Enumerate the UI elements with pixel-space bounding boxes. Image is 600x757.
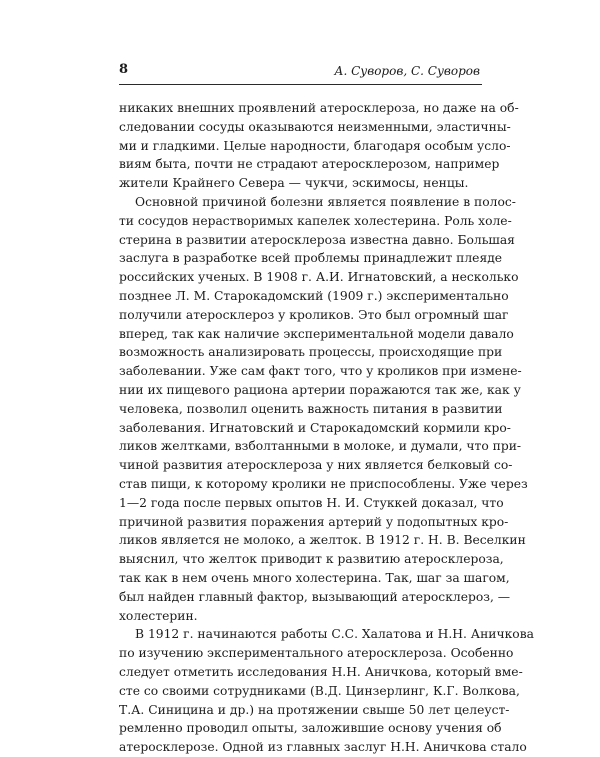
body-text bbox=[119, 99, 534, 757]
text-line: нии их пищевого рациона артерии поражаются так же, как у bbox=[119, 382, 521, 397]
text-line: так как в нем очень много холестерина. Так, шаг за шагом, bbox=[119, 570, 510, 585]
text-line: выяснил, что желток приводит к развитию атеросклероза, bbox=[119, 552, 504, 567]
text-line: сте со своими сотрудниками (В.Д. Цинзерлинг, К.Г. Волкова, bbox=[119, 683, 520, 698]
text-line: ликов желтками, взболтанными в молоке, и думали, что при- bbox=[119, 439, 522, 454]
text-line: человека, позволил оценить важность питания в развитии bbox=[119, 401, 503, 416]
paragraph bbox=[119, 625, 534, 757]
text-line: получили атеросклероз у кроликов. Это был огромный шаг bbox=[119, 307, 509, 322]
text-line: холестерин. bbox=[119, 608, 198, 623]
page-header bbox=[119, 60, 482, 85]
paragraph bbox=[119, 99, 519, 193]
text-line: ми и гладкими. Целые народности, благодаря особым усло- bbox=[119, 138, 511, 153]
text-line: атеросклерозе. Одной из главных заслуг Н.Н. Аничкова стало bbox=[119, 740, 527, 755]
text-line: заслуга в разработке всей проблемы принадлежит плеяде bbox=[119, 251, 503, 266]
text-line: ликов является не молоко, а желток. В 1912 г. Н. В. Веселкин bbox=[119, 533, 526, 548]
page-number: 8 bbox=[119, 62, 129, 77]
text-line: заболевания. Игнатовский и Старокадомский кормили кро- bbox=[119, 420, 511, 435]
text-line: виям быта, почти не страдают атеросклерозом, например bbox=[119, 157, 500, 172]
text-line: заболевании. Уже сам факт того, что у кроликов при измене- bbox=[119, 364, 522, 379]
text-line: чиной развития атеросклероза у них является белковый со- bbox=[119, 458, 513, 473]
text-line: позднее Л. М. Старокадомский (1909 г.) экспериментально bbox=[119, 288, 509, 303]
text-line: ремленно проводил опыты, заложившие основу учения об bbox=[119, 721, 502, 736]
text-line: следует отметить исследования Н.Н. Аничкова, который вме- bbox=[119, 664, 523, 679]
text-line: жители Крайнего Севера — чукчи, эскимосы, ненцы. bbox=[119, 176, 469, 191]
text-line: был найден главный фактор, вызывающий атеросклероз, — bbox=[119, 589, 511, 604]
text-line: вперед, так как наличие экспериментальной модели давало bbox=[119, 326, 514, 341]
text-line: Основной причиной болезни является появление в полос- bbox=[135, 194, 516, 209]
text-line: следовании сосуды оказываются неизменными, эластичны- bbox=[119, 119, 511, 134]
text-line: российских ученых. В 1908 г. А.И. Игнатовский, а несколько bbox=[119, 270, 519, 285]
text-line: В 1912 г. начинаются работы С.С. Халатова и Н.Н. Аничкова bbox=[135, 627, 534, 642]
text-line: Т.А. Синицина и др.) на протяжении свыше 50 лет целеуст- bbox=[119, 702, 510, 717]
text-line: по изучению экспериментального атеросклероза. Особенно bbox=[119, 646, 514, 661]
text-line: став пищи, к которому кролики не приспособлены. Уже через bbox=[119, 476, 528, 491]
running-head-authors: А. Суворов, С. Суворов bbox=[334, 64, 480, 78]
text-line: 1—2 года после первых опытов Н. И. Стуккей доказал, что bbox=[119, 495, 504, 510]
text-line: возможность анализировать процессы, происходящие при bbox=[119, 345, 503, 360]
paragraph bbox=[119, 193, 528, 625]
text-line: ти сосудов нерастворимых капелек холестерина. Роль холе- bbox=[119, 213, 512, 228]
text-line: стерина в развитии атеросклероза известна давно. Большая bbox=[119, 232, 515, 247]
text-line: причиной развития поражения артерий у подопытных кро- bbox=[119, 514, 509, 529]
text-line: никаких внешних проявлений атеросклероза, но даже на об- bbox=[119, 101, 519, 115]
